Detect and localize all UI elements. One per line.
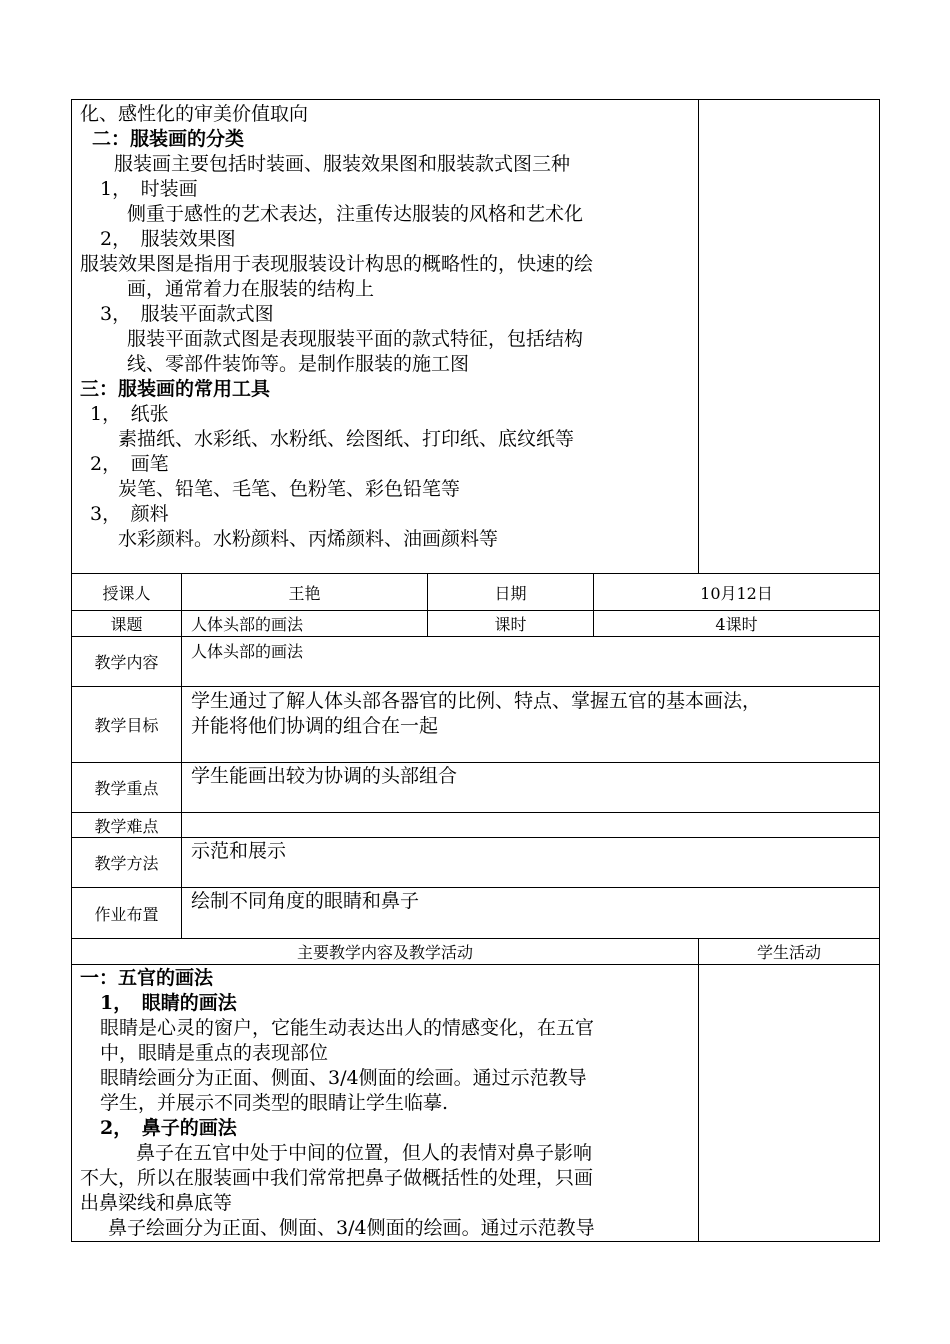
section-heading: 三：服装画的常用工具 xyxy=(80,378,271,400)
section-heading: 一：五官的画法 xyxy=(80,967,214,989)
main-activity-header: 主要教学内容及教学活动 xyxy=(72,939,699,965)
content-label: 教学内容 xyxy=(72,637,182,687)
main-activity-content xyxy=(72,965,699,1242)
topic-value: 人体头部的画法 xyxy=(182,611,428,637)
teacher-value: 王艳 xyxy=(182,574,428,611)
text-line: 侧重于感性的艺术表达，注重传达服装的风格和艺术化 xyxy=(127,203,584,225)
text-line: 炭笔、铅笔、毛笔、色粉笔、彩色铅笔等 xyxy=(118,478,461,500)
topic-label: 课题 xyxy=(72,611,182,637)
goal-value-cell xyxy=(182,687,880,763)
text-line: 服装平面款式图是表现服装平面的款式特征，包括结构 xyxy=(127,328,584,350)
teacher-label: 授课人 xyxy=(72,574,182,611)
date-value: 10月12日 xyxy=(594,574,880,611)
difficulty-label: 教学难点 xyxy=(72,813,182,838)
hours-value: 4课时 xyxy=(594,611,880,637)
text-line: 鼻子绘画分为正面、侧面、3/4侧面的绘画。通过示范教导 xyxy=(108,1217,595,1239)
key-point-value: 学生能画出较为协调的头部组合 xyxy=(182,763,880,813)
difficulty-value xyxy=(182,813,880,838)
text-line: 眼睛是心灵的窗户，它能生动表达出人的情感变化，在五官 xyxy=(100,1017,595,1039)
text-line: 中，眼睛是重点的表现部位 xyxy=(100,1042,329,1064)
section-heading: 二：服装画的分类 xyxy=(92,128,245,150)
list-item: 3， 服装平面款式图 xyxy=(100,303,274,325)
text-line: 服装效果图是指用于表现服装设计构思的概略性的，快速的绘 xyxy=(80,253,594,275)
text-line: 眼睛绘画分为正面、侧面、3/4侧面的绘画。通过示范教导 xyxy=(100,1067,587,1089)
text-line: 画，通常着力在服装的结构上 xyxy=(127,278,375,300)
goal-line: 并能将他们协调的组合在一起 xyxy=(191,715,439,737)
text-line: 线、零部件装饰等。是制作服装的施工图 xyxy=(127,353,470,375)
goal-line: 学生通过了解人体头部各器官的比例、特点、掌握五官的基本画法， xyxy=(191,690,762,712)
lesson-plan-page xyxy=(71,99,879,1242)
text-line: 出鼻梁线和鼻底等 xyxy=(80,1192,233,1214)
text-line: 素描纸、水彩纸、水粉纸、绘图纸、打印纸、底纹纸等 xyxy=(118,428,575,450)
list-item: 2， 画笔 xyxy=(90,453,169,475)
key-point-label: 教学重点 xyxy=(72,763,182,813)
goal-label: 教学目标 xyxy=(72,687,182,763)
homework-value: 绘制不同角度的眼睛和鼻子 xyxy=(182,888,880,939)
method-label: 教学方法 xyxy=(72,838,182,888)
homework-label: 作业布置 xyxy=(72,888,182,939)
text-line: 鼻子在五官中处于中间的位置，但人的表情对鼻子影响 xyxy=(136,1142,593,1164)
text-line: 学生，并展示不同类型的眼睛让学生临摹. xyxy=(100,1092,449,1114)
student-activity-content xyxy=(699,965,880,1242)
text-line: 不大，所以在服装画中我们常常把鼻子做概括性的处理，只画 xyxy=(80,1167,594,1189)
list-item: 2， 服装效果图 xyxy=(100,228,236,250)
text-line: 化、感性化的审美价值取向 xyxy=(80,103,309,125)
list-item: 1， 纸张 xyxy=(90,403,169,425)
subsection-heading: 2， 鼻子的画法 xyxy=(100,1117,237,1139)
list-item: 1， 时装画 xyxy=(100,178,198,200)
previous-student-activity-cell xyxy=(699,100,880,574)
list-item: 3， 颜料 xyxy=(90,503,169,525)
method-value: 示范和展示 xyxy=(182,838,880,888)
previous-content-cell xyxy=(72,100,699,574)
lesson-plan-table xyxy=(71,99,880,1242)
subsection-heading: 1， 眼睛的画法 xyxy=(100,992,237,1014)
hours-label: 课时 xyxy=(428,611,594,637)
content-value: 人体头部的画法 xyxy=(182,637,880,687)
text-line: 水彩颜料。水粉颜料、丙烯颜料、油画颜料等 xyxy=(118,528,499,550)
date-label: 日期 xyxy=(428,574,594,611)
student-activity-header: 学生活动 xyxy=(699,939,880,965)
text-line: 服装画主要包括时装画、服装效果图和服装款式图三种 xyxy=(114,153,571,175)
